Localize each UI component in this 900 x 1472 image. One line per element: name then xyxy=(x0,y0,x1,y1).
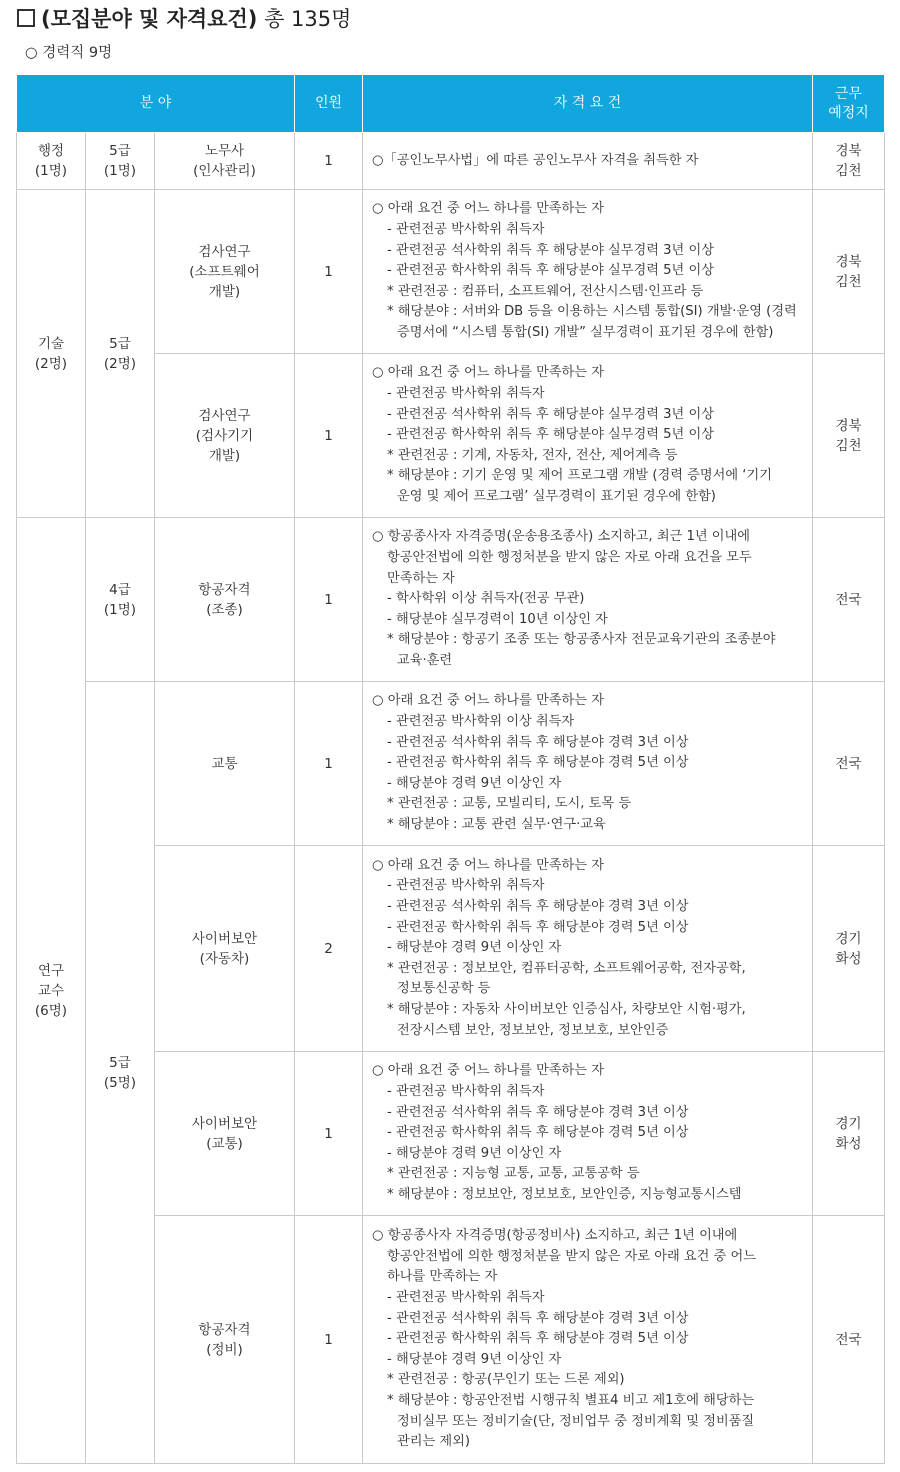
requirement-line: * 관련전공 : 컴퓨터, 소프트웨어, 전산시스템·인프라 등 xyxy=(387,283,704,299)
location-line: 김천 xyxy=(835,437,862,454)
requirement-line: - 관련전공 박사학위 이상 취득자 xyxy=(387,714,575,730)
requirement-line: * 관련전공 : 기계, 자동차, 전자, 전산, 제어계측 등 xyxy=(387,447,678,463)
requirement-line: ○ 항공종사자 자격증명(항공정비사) 소지하고, 최근 1년 이내에 xyxy=(372,1228,738,1244)
location-line: 화성 xyxy=(835,950,862,967)
position-line: 교통 xyxy=(211,755,238,772)
recruitment-table xyxy=(16,74,885,1464)
grade-cell: 5급 (5명) xyxy=(86,682,155,1464)
position-cell xyxy=(155,190,295,354)
requirement-line: * 해당분야 : 정보보안, 정보보호, 보안인증, 지능형교통시스템 xyxy=(387,1186,742,1202)
requirement-line: - 관련전공 박사학위 취득자 xyxy=(387,878,545,894)
header-requirements: 자 격 요 건 xyxy=(363,75,813,133)
requirement-line: - 해당분야 경력 9년 이상인 자 xyxy=(387,1351,562,1367)
requirement-line: ○ 아래 요건 중 어느 하나를 만족하는 자 xyxy=(372,201,604,217)
position-line: (검사기기 xyxy=(195,427,254,444)
heading-total: 총 135명 xyxy=(257,7,352,31)
table-row xyxy=(17,682,885,846)
requirement-line: ○ 아래 요건 중 어느 하나를 만족하는 자 xyxy=(372,693,604,709)
requirement-line: - 관련전공 석사학위 취득 후 해당분야 경력 3년 이상 xyxy=(387,734,689,750)
position-cell xyxy=(155,1216,295,1464)
position-line: (자동차) xyxy=(199,950,250,967)
group-cell-research: 연구 교수 (6명) xyxy=(17,518,86,1464)
count-cell: 1 xyxy=(295,190,363,354)
location-line: 화성 xyxy=(835,1135,862,1152)
section-heading xyxy=(17,6,351,32)
position-line: 노무사 xyxy=(204,143,245,159)
position-line: (정비) xyxy=(206,1341,243,1358)
grade-cell: 5급 (2명) xyxy=(86,190,155,518)
requirement-line: - 해당분야 경력 9년 이상인 자 xyxy=(387,940,562,956)
requirements-cell xyxy=(363,1216,813,1464)
requirement-line: - 관련전공 석사학위 취득 후 해당분야 경력 3년 이상 xyxy=(387,899,689,915)
requirement-line: - 관련전공 박사학위 취득자 xyxy=(387,222,545,238)
requirement-line: 하나를 만족하는 자 xyxy=(387,1269,498,1285)
position-line: (조종) xyxy=(206,601,243,618)
position-line: (교통) xyxy=(206,1135,243,1152)
requirement-line: - 해당분야 경력 9년 이상인 자 xyxy=(387,1145,562,1161)
subheading: ○ 경력직 9명 xyxy=(25,45,113,61)
position-cell xyxy=(155,354,295,518)
count-cell: 1 xyxy=(295,133,363,190)
count-cell: 1 xyxy=(295,1216,363,1464)
requirement-line: * 관련전공 : 항공(무인기 또는 드론 제외) xyxy=(387,1372,625,1388)
requirement-line: 전장시스템 보안, 정보보안, 정보보호, 보안인증 xyxy=(397,1022,669,1038)
position-line: 개발) xyxy=(208,447,241,464)
requirement-line: - 관련전공 학사학위 취득 후 해당분야 실무경력 5년 이상 xyxy=(387,427,714,443)
position-line: 사이버보안 xyxy=(191,930,258,947)
requirements-cell xyxy=(363,133,813,190)
requirement-line: * 해당분야 : 항공안전법 시행규칙 별표4 비고 제1호에 해당하는 xyxy=(387,1392,755,1408)
header-count: 인원 xyxy=(295,75,363,133)
position-line: 검사연구 xyxy=(198,243,251,260)
location-cell xyxy=(813,846,885,1052)
requirement-line: - 해당분야 경력 9년 이상인 자 xyxy=(387,775,562,791)
requirements-cell xyxy=(363,518,813,682)
position-line: (인사관리) xyxy=(193,163,256,179)
location-line: 경기 xyxy=(835,930,862,947)
requirement-line: - 관련전공 박사학위 취득자 xyxy=(387,1290,545,1306)
table-header-row xyxy=(17,75,885,133)
position-line: 개발) xyxy=(208,283,241,300)
requirement-line: ○ 아래 요건 중 어느 하나를 만족하는 자 xyxy=(372,857,604,873)
requirement-line: - 관련전공 석사학위 취득 후 해당분야 실무경력 3년 이상 xyxy=(387,406,714,422)
table-row xyxy=(17,190,885,354)
location-cell xyxy=(813,682,885,846)
header-location: 근무 예정지 xyxy=(813,75,885,133)
requirement-line: 증명서에 “시스템 통합(SI) 개발” 실무경력이 표기된 경우에 한함) xyxy=(397,324,774,340)
requirement-line: - 해당분야 실무경력이 10년 이상인 자 xyxy=(387,611,608,627)
location-cell xyxy=(813,133,885,190)
requirement-line: - 관련전공 박사학위 취득자 xyxy=(387,1084,545,1100)
requirement-line: * 해당분야 : 항공기 조종 또는 항공종사자 전문교육기관의 조종분야 xyxy=(387,632,776,648)
requirements-cell xyxy=(363,846,813,1052)
location-line: 경기 xyxy=(835,1115,862,1132)
position-cell xyxy=(155,518,295,682)
requirements-cell xyxy=(363,354,813,518)
location-cell xyxy=(813,518,885,682)
group-cell-tech: 기술 (2명) xyxy=(17,190,86,518)
requirement-line: ○ 아래 요건 중 어느 하나를 만족하는 자 xyxy=(372,365,604,381)
requirement-line: * 해당분야 : 서버와 DB 등을 이용하는 시스템 통합(SI) 개발·운영 (경력 xyxy=(387,304,797,320)
location-line: 경북 xyxy=(835,417,862,434)
requirement-line: 정비실무 또는 정비기술(단, 정비업무 중 정비계획 및 정비품질 xyxy=(397,1413,755,1429)
heading-title-bold: (모집분야 및 자격요건) xyxy=(41,7,258,31)
requirement-line: - 관련전공 석사학위 취득 후 해당분야 실무경력 3년 이상 xyxy=(387,242,714,258)
location-cell xyxy=(813,190,885,354)
requirement-line: - 관련전공 석사학위 취득 후 해당분야 경력 3년 이상 xyxy=(387,1310,689,1326)
requirement-line: - 관련전공 학사학위 취득 후 해당분야 실무경력 5년 이상 xyxy=(387,263,714,279)
location-line: 김천 xyxy=(835,163,862,179)
count-cell: 1 xyxy=(295,1052,363,1216)
location-cell xyxy=(813,1216,885,1464)
position-cell xyxy=(155,682,295,846)
requirement-line: - 학사학위 이상 취득자(전공 무관) xyxy=(387,591,585,607)
requirement-line: * 관련전공 : 지능형 교통, 교통, 교통공학 등 xyxy=(387,1166,640,1182)
requirement-line: - 관련전공 학사학위 취득 후 해당분야 경력 5년 이상 xyxy=(387,755,689,771)
position-line: 항공자격 xyxy=(198,1321,251,1338)
requirement-line: - 관련전공 학사학위 취득 후 해당분야 경력 5년 이상 xyxy=(387,919,689,935)
position-line: 항공자격 xyxy=(198,581,251,598)
group-cell-admin: 행정 (1명) xyxy=(17,133,86,190)
requirements-cell xyxy=(363,682,813,846)
requirement-line: 교육·훈련 xyxy=(397,652,453,668)
requirement-line: 관리는 제외) xyxy=(397,1434,471,1450)
requirement-line: ○ 항공종사자 자격증명(운송용조종사) 소지하고, 최근 1년 이내에 xyxy=(372,529,751,545)
location-line: 전국 xyxy=(835,591,862,608)
table-row xyxy=(17,133,885,190)
location-line: 전국 xyxy=(835,1331,862,1348)
requirement-line: - 관련전공 박사학위 취득자 xyxy=(387,386,545,402)
position-cell xyxy=(155,133,295,190)
count-cell: 1 xyxy=(295,518,363,682)
location-line: 경북 xyxy=(835,253,862,270)
position-line: 사이버보안 xyxy=(191,1115,258,1132)
requirement-line: 운영 및 제어 프로그램’ 실무경력이 표기된 경우에 한함) xyxy=(397,488,716,504)
location-line: 김천 xyxy=(835,273,862,290)
requirements-cell xyxy=(363,190,813,354)
requirement-line: * 해당분야 : 교통 관련 실무·연구·교육 xyxy=(387,816,606,832)
location-cell xyxy=(813,354,885,518)
requirement-line: * 해당분야 : 자동차 사이버보안 인증심사, 차량보안 시험·평가, xyxy=(387,1001,746,1017)
location-line: 경북 xyxy=(835,143,862,159)
checkbox-square-icon xyxy=(17,9,35,27)
location-cell xyxy=(813,1052,885,1216)
grade-cell: 4급 (1명) xyxy=(86,518,155,682)
requirement-line: ○「공인노무사법」에 따른 공인노무사 자격을 취득한 자 xyxy=(372,152,699,168)
requirements-cell xyxy=(363,1052,813,1216)
position-line: 검사연구 xyxy=(198,407,251,424)
location-line: 전국 xyxy=(835,755,862,772)
position-cell xyxy=(155,1052,295,1216)
requirement-line: 항공안전법에 의한 행정처분을 받지 않은 자로 아래 요건 중 어느 xyxy=(387,1248,756,1264)
requirement-line: - 관련전공 학사학위 취득 후 해당분야 경력 5년 이상 xyxy=(387,1331,689,1347)
requirement-line: 정보통신공학 등 xyxy=(397,981,491,997)
requirement-line: * 관련전공 : 정보보안, 컴퓨터공학, 소프트웨어공학, 전자공학, xyxy=(387,960,746,976)
grade-cell: 5급 (1명) xyxy=(86,133,155,190)
requirement-line: 만족하는 자 xyxy=(387,570,455,586)
requirement-line: ○ 아래 요건 중 어느 하나를 만족하는 자 xyxy=(372,1063,604,1079)
position-line: (소프트웨어 xyxy=(189,263,260,280)
position-cell xyxy=(155,846,295,1052)
count-cell: 1 xyxy=(295,354,363,518)
count-cell: 2 xyxy=(295,846,363,1052)
table-row xyxy=(17,518,885,682)
requirement-line: - 관련전공 석사학위 취득 후 해당분야 경력 3년 이상 xyxy=(387,1104,689,1120)
requirement-line: * 관련전공 : 교통, 모빌리티, 도시, 토목 등 xyxy=(387,796,632,812)
header-field: 분 야 xyxy=(17,75,295,133)
requirement-line: - 관련전공 학사학위 취득 후 해당분야 경력 5년 이상 xyxy=(387,1125,689,1141)
count-cell: 1 xyxy=(295,682,363,846)
requirement-line: 항공안전법에 의한 행정처분을 받지 않은 자로 아래 요건을 모두 xyxy=(387,550,752,566)
requirement-line: * 해당분야 : 기기 운영 및 제어 프로그램 개발 (경력 증명서에 ‘기기 xyxy=(387,468,772,484)
